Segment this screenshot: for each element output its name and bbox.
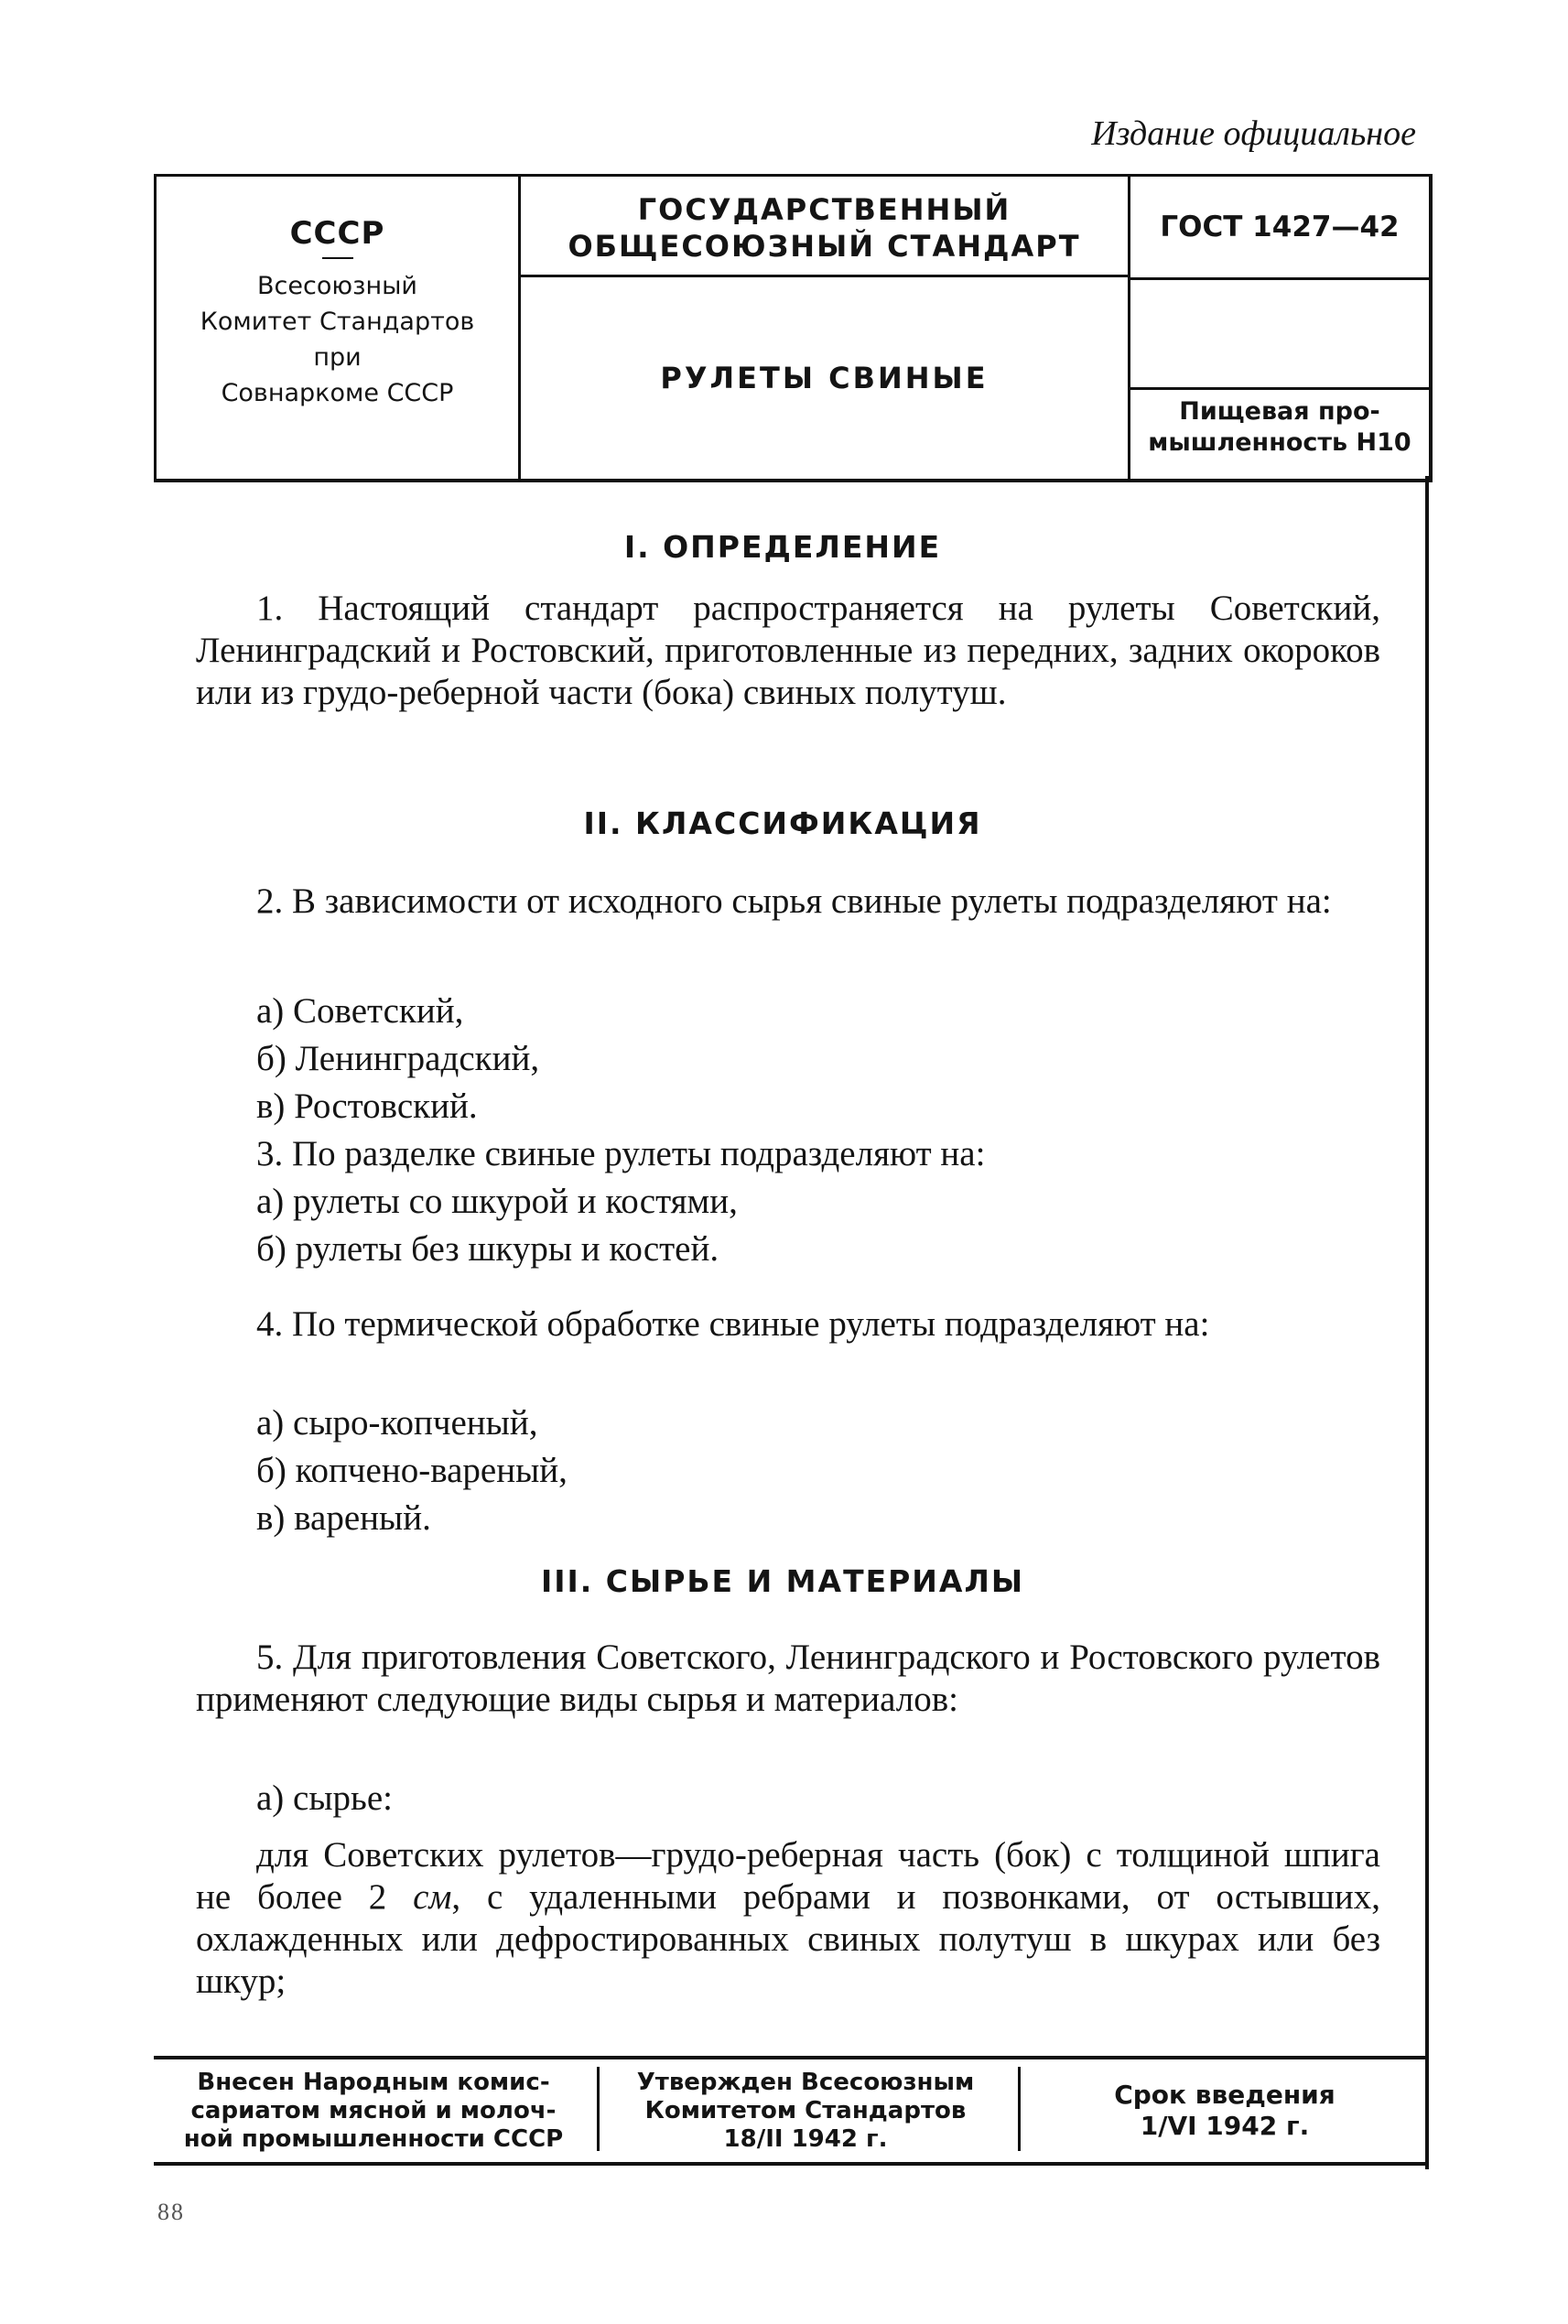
- paragraph-text: 5. Для приготовления Советского, Ленинградского и Ростовского рулетов применяют следующие виды сырья и материалов:: [196, 1638, 1380, 1719]
- footer-divider: [1018, 2067, 1021, 2151]
- section-heading: III. СЫРЬЕ И МАТЕРИАЛЫ: [540, 1563, 1025, 1599]
- paragraph-text: 4. По термической обработке свиные рулеты подразделяют на:: [256, 1304, 1210, 1344]
- footer-line: 18/II 1942 г.: [723, 2125, 888, 2153]
- list-item: в) Ростовский.: [256, 1086, 478, 1126]
- footer-line: сариатом мясной и молоч-: [190, 2097, 557, 2124]
- standard-header-table: [154, 174, 1433, 482]
- right-margin-rule: [1425, 476, 1429, 2169]
- industry-line: мышленность Н10: [1148, 428, 1411, 457]
- effective-date-cell: [1023, 2080, 1426, 2142]
- issuer-org-line: Комитет Стандартов: [200, 308, 475, 336]
- paragraph-2: [196, 881, 1380, 923]
- unit-text: см: [413, 1877, 452, 1917]
- paragraph-text: 1. Настоящий стандарт распространяется на рулеты Советский, Ленинградский и Ростовский, приготовленные из передних, задних окороков или из грудо-реберной части (бока) свиных полутуш.: [196, 589, 1380, 712]
- list-item: а) Советский,: [256, 991, 464, 1031]
- industry-classification: [1130, 387, 1429, 479]
- list-item: б) Ленинградский,: [256, 1039, 540, 1078]
- gost-number: ГОСТ 1427—42: [1130, 177, 1429, 280]
- paragraph-text: , с удаленными ребрами и позвонками, от остывших, охлажденных или дефростированных свиных полутуш в шкурах или без шкур;: [196, 1877, 1381, 2001]
- standard-type-cell: [521, 177, 1128, 277]
- empty-cell: [1130, 277, 1429, 390]
- footer-line: Срок введения: [1114, 2080, 1336, 2110]
- edition-note: Издание официальное: [1091, 114, 1416, 153]
- paragraph-3: [196, 1133, 1380, 1175]
- footer-line: Утвержден Всесоюзным: [636, 2069, 975, 2096]
- document-title: РУЛЕТЫ СВИНЫЕ: [660, 361, 989, 395]
- footer-line: 1/VI 1942 г.: [1140, 2111, 1310, 2141]
- footer-line: ной промышленности СССР: [183, 2125, 564, 2153]
- issuer-org-line: Всесоюзный: [257, 272, 417, 300]
- paragraph-5: [196, 1637, 1380, 1721]
- list-item: в) вареный.: [256, 1498, 431, 1538]
- footer-table: [154, 2056, 1426, 2166]
- country-label: СССР: [289, 215, 385, 252]
- list-item: б) рулеты без шкуры и костей.: [256, 1229, 719, 1269]
- section-heading: II. КЛАССИФИКАЦИЯ: [583, 805, 982, 841]
- paragraph-text: 2. В зависимости от исходного сырья свиные рулеты подразделяют на:: [256, 881, 1332, 921]
- issuer-org-line: при: [313, 343, 362, 372]
- industry-line: Пищевая про-: [1179, 397, 1380, 426]
- section-heading: I. ОПРЕДЕЛЕНИЕ: [623, 529, 942, 565]
- list-item: а) рулеты со шкурой и костями,: [256, 1182, 738, 1221]
- divider-dash: [322, 257, 353, 259]
- standard-type-line: ОБЩЕСОЮЗНЫЙ СТАНДАРТ: [568, 229, 1081, 264]
- footer-divider: [597, 2067, 600, 2151]
- issuer-org-line: Совнаркоме СССР: [221, 379, 454, 407]
- issuer-cell: [157, 177, 518, 479]
- paragraph-1: [196, 588, 1380, 714]
- approved-by-cell: [604, 2069, 1007, 2154]
- list-item: а) сырье:: [256, 1778, 393, 1818]
- footer-line: Внесен Народным комис-: [197, 2069, 550, 2096]
- list-item: б) копчено-вареный,: [256, 1451, 568, 1490]
- list-item: а) сыро-копченый,: [256, 1403, 538, 1443]
- paragraph-text: для Советских рулетов—грудо-реберная часть (бок) с толщиной шпига не более 2: [196, 1835, 1380, 1917]
- issuer-org: [157, 268, 518, 411]
- paragraph-4: [196, 1303, 1380, 1346]
- introduced-by-cell: [154, 2069, 593, 2154]
- footer-line: Комитетом Стандартов: [644, 2097, 967, 2124]
- page-number: 88: [157, 2199, 185, 2225]
- standard-type-line: ГОСУДАРСТВЕННЫЙ: [637, 192, 1011, 227]
- paragraph-text: 3. По разделке свиные рулеты подразделяют на:: [256, 1134, 986, 1173]
- paragraph-5-detail: [196, 1834, 1380, 2003]
